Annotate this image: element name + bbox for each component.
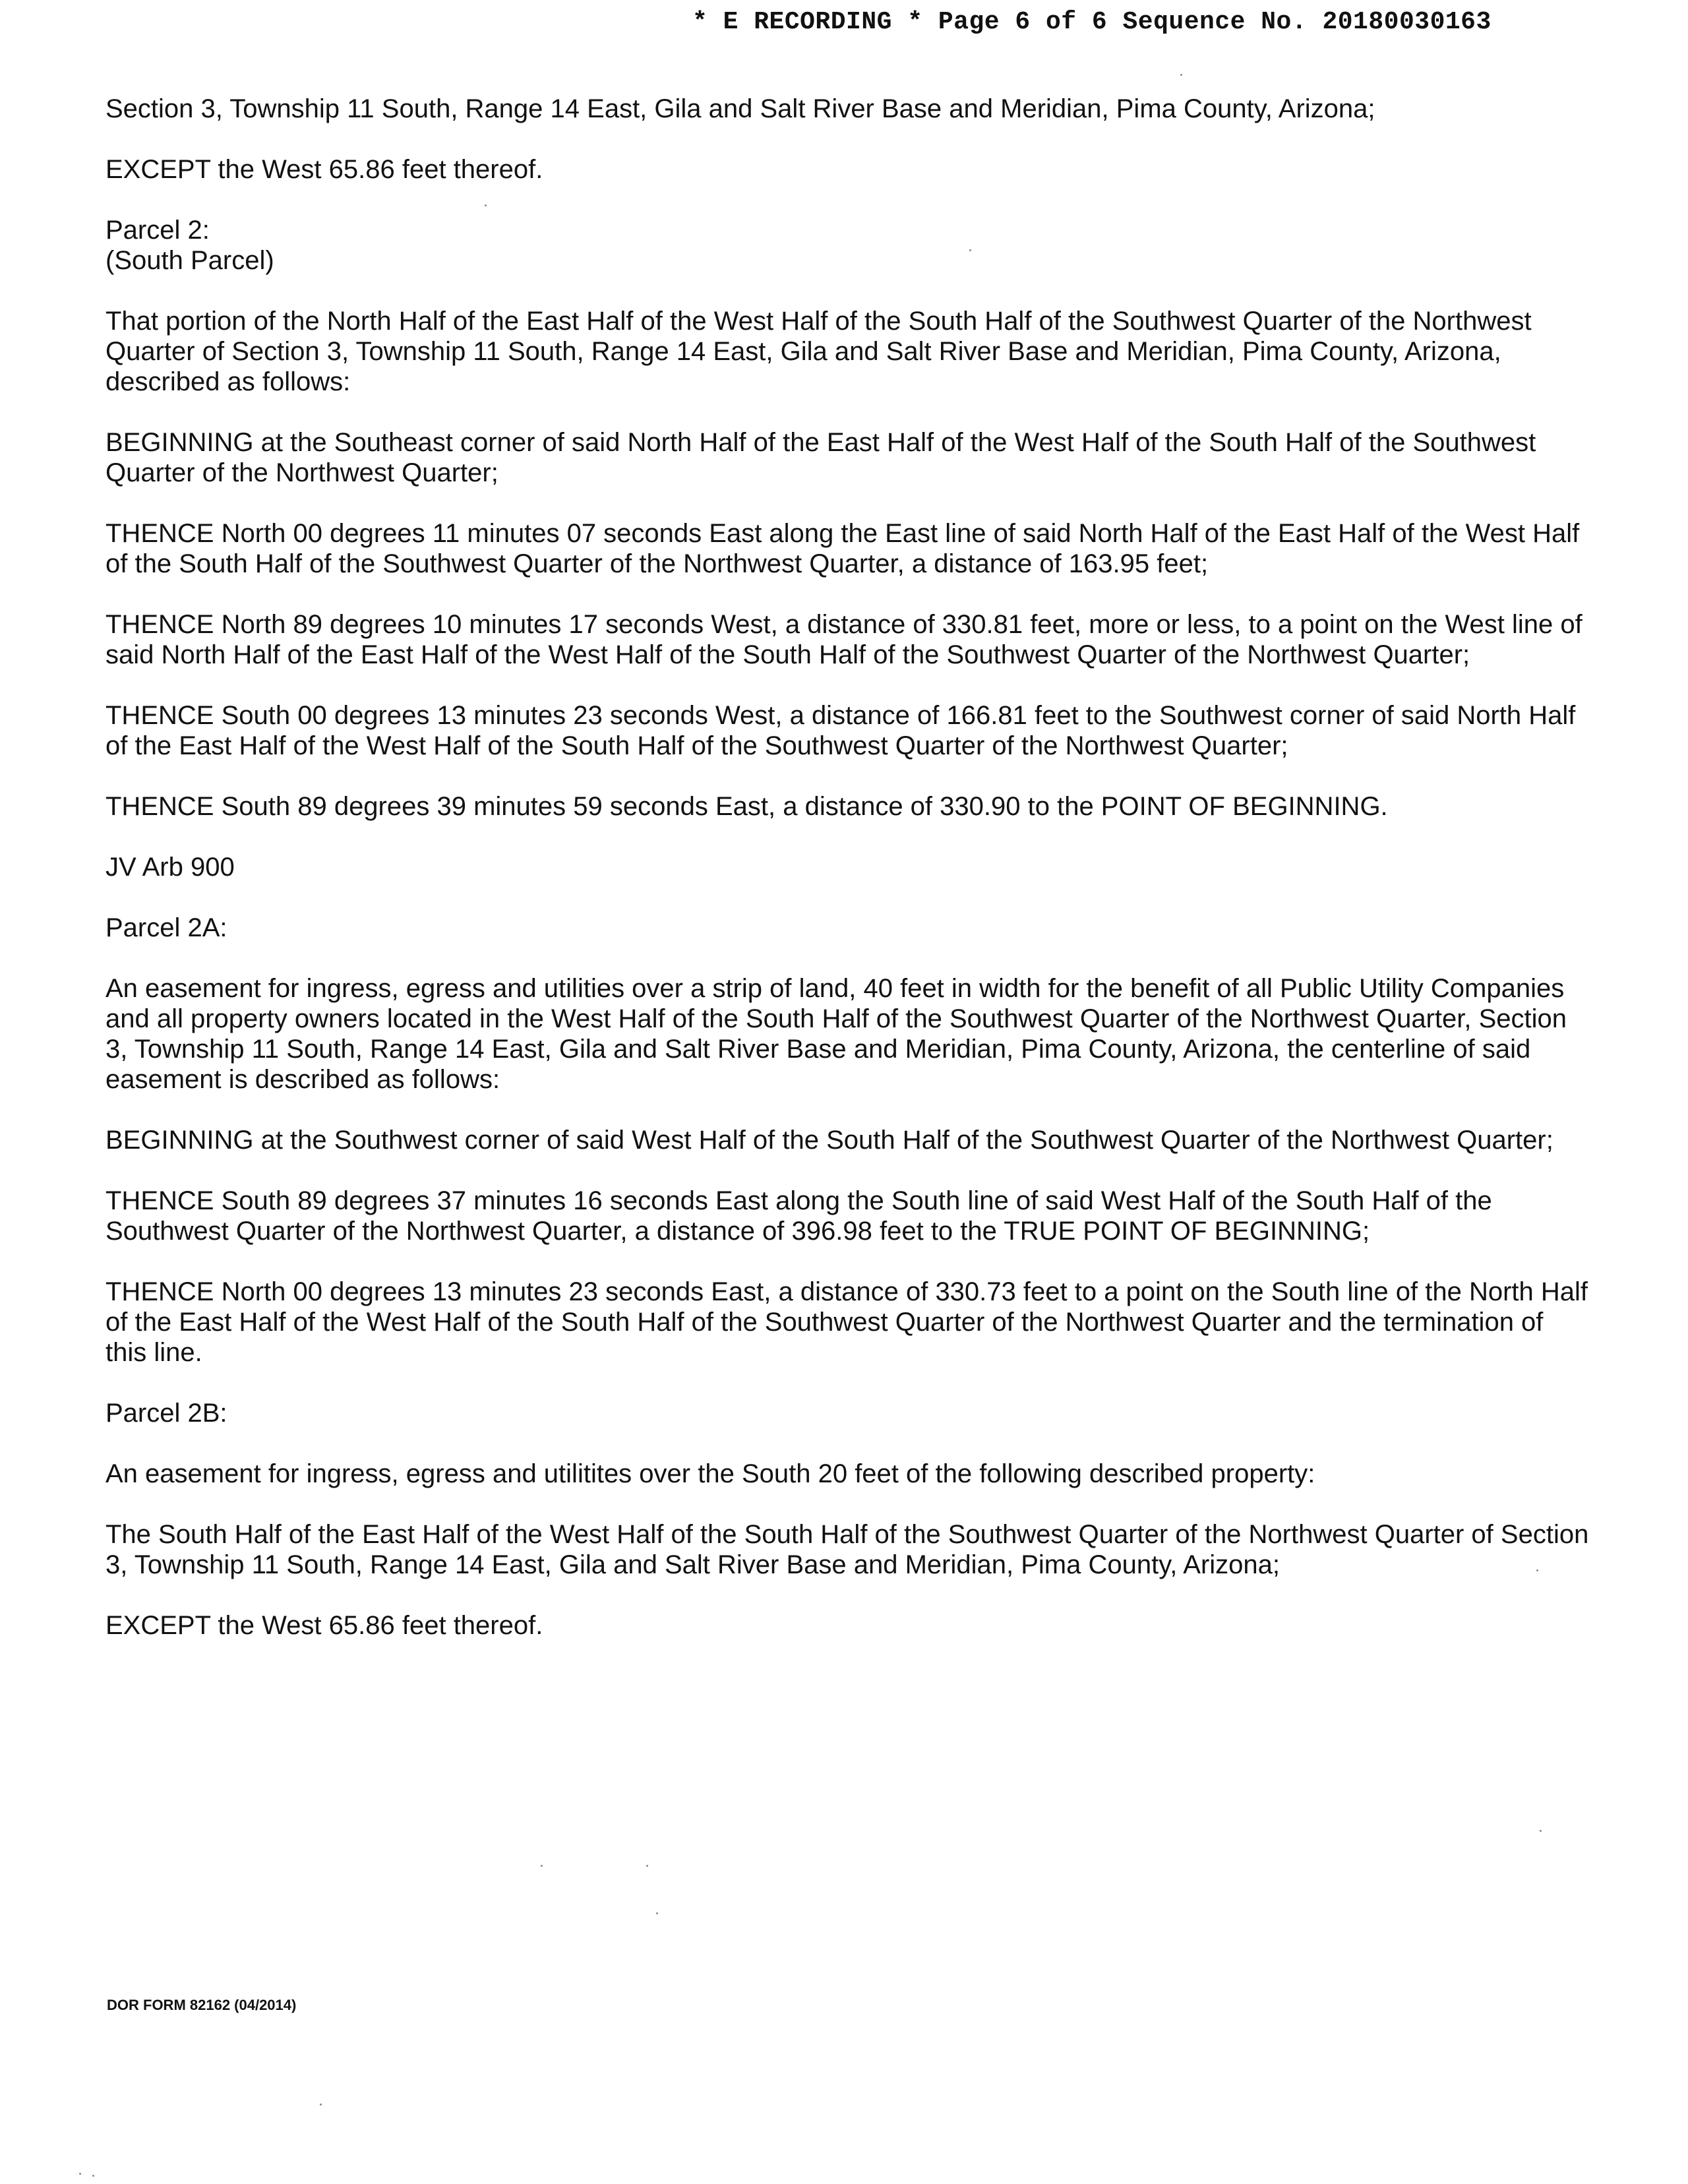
paragraph: The South Half of the East Half of the West Half of the South Half of the Southwest Quarter of the Northwest Quarter of Section 3, Township 11 South, Range 14 East, Gila and Salt River Base and Meridian, Pima County, Arizona;	[106, 1520, 1589, 1579]
paragraph: THENCE South 89 degrees 39 minutes 59 seconds East, a distance of 330.90 to the POINT OF BEGINNING.	[106, 792, 1388, 821]
scan-speck	[485, 204, 487, 206]
paragraph: THENCE North 89 degrees 10 minutes 17 seconds West, a distance of 330.81 feet, more or less, to a point on the West line of said North Half of the East Half of the West Half of the South Half of the Southwest Quarter of the Northwest Quarter;	[106, 610, 1582, 669]
scan-speck	[1536, 1569, 1538, 1571]
paragraph: BEGINNING at the Southeast corner of said North Half of the East Half of the West Half of the South Half of the Southwest Quarter of the Northwest Quarter;	[106, 428, 1536, 487]
scan-speck	[656, 1912, 658, 1914]
paragraph: THENCE North 00 degrees 13 minutes 23 seconds East, a distance of 330.73 feet to a point on the South line of the North Half of the East Half of the West Half of the South Half of the Southwest Quarter of the Northwest Quarter and the termination of this line.	[106, 1277, 1588, 1367]
paragraph: EXCEPT the West 65.86 feet thereof.	[106, 155, 543, 184]
paragraph: Section 3, Township 11 South, Range 14 East, Gila and Salt River Base and Meridian, Pima County, Arizona;	[106, 94, 1375, 123]
scan-speck	[1540, 1830, 1542, 1832]
recording-header: * E RECORDING * Page 6 of 6 Sequence No. 20180030163	[692, 8, 1492, 36]
paragraph: THENCE South 89 degrees 37 minutes 16 seconds East along the South line of said West Half of the South Half of the Southwest Quarter of the Northwest Quarter, a distance of 396.98 feet to the TRUE POINT OF BEGINNING;	[106, 1186, 1492, 1246]
scan-speck	[320, 2104, 322, 2106]
parcel-heading: Parcel 2B:	[106, 1399, 227, 1428]
paragraph: BEGINNING at the Southwest corner of said West Half of the South Half of the Southwest Quarter of the Northwest Quarter;	[106, 1126, 1553, 1155]
parcel-heading: Parcel 2A:	[106, 913, 227, 942]
scan-speck	[92, 2175, 94, 2177]
scan-speck	[541, 1865, 543, 1867]
paragraph: An easement for ingress, egress and utilities over a strip of land, 40 feet in width for the benefit of all Public Utility Companies and all property owners located in the West Half of the South Half of the Southwest Quarter of the Northwest Quarter, Section 3, Township 11 South, Range 14 East, Gila and Salt River Base and Meridian, Pima County, Arizona, the centerline of said easement is described as follows:	[106, 974, 1567, 1094]
paragraph: JV Arb 900	[106, 853, 235, 882]
parcel-heading: Parcel 2:	[106, 216, 210, 245]
scan-speck	[646, 1865, 648, 1867]
paragraph: An easement for ingress, egress and utilitites over the South 20 feet of the following described property:	[106, 1459, 1315, 1488]
scan-speck	[79, 2173, 81, 2175]
scan-speck	[1180, 74, 1182, 76]
legal-description	[106, 94, 1589, 1671]
paragraph: THENCE North 00 degrees 11 minutes 07 seconds East along the East line of said North Half of the East Half of the West Half of the South Half of the Southwest Quarter of the Northwest Quarter, a distance of 163.95 feet;	[106, 519, 1580, 578]
parcel-subheading: (South Parcel)	[106, 246, 274, 275]
paragraph: That portion of the North Half of the East Half of the West Half of the South Half of the Southwest Quarter of the Northwest Quarter of Section 3, Township 11 South, Range 14 East, Gila and Salt River Base and Meridian, Pima County, Arizona, described as follows:	[106, 307, 1532, 396]
scan-speck	[969, 249, 971, 251]
paragraph: THENCE South 00 degrees 13 minutes 23 seconds West, a distance of 166.81 feet to the Southwest corner of said North Half of the East Half of the West Half of the South Half of the Southwest Quarter of the Northwest Quarter;	[106, 701, 1576, 760]
paragraph: EXCEPT the West 65.86 feet thereof.	[106, 1611, 543, 1640]
form-footer: DOR FORM 82162 (04/2014)	[107, 1997, 297, 2013]
